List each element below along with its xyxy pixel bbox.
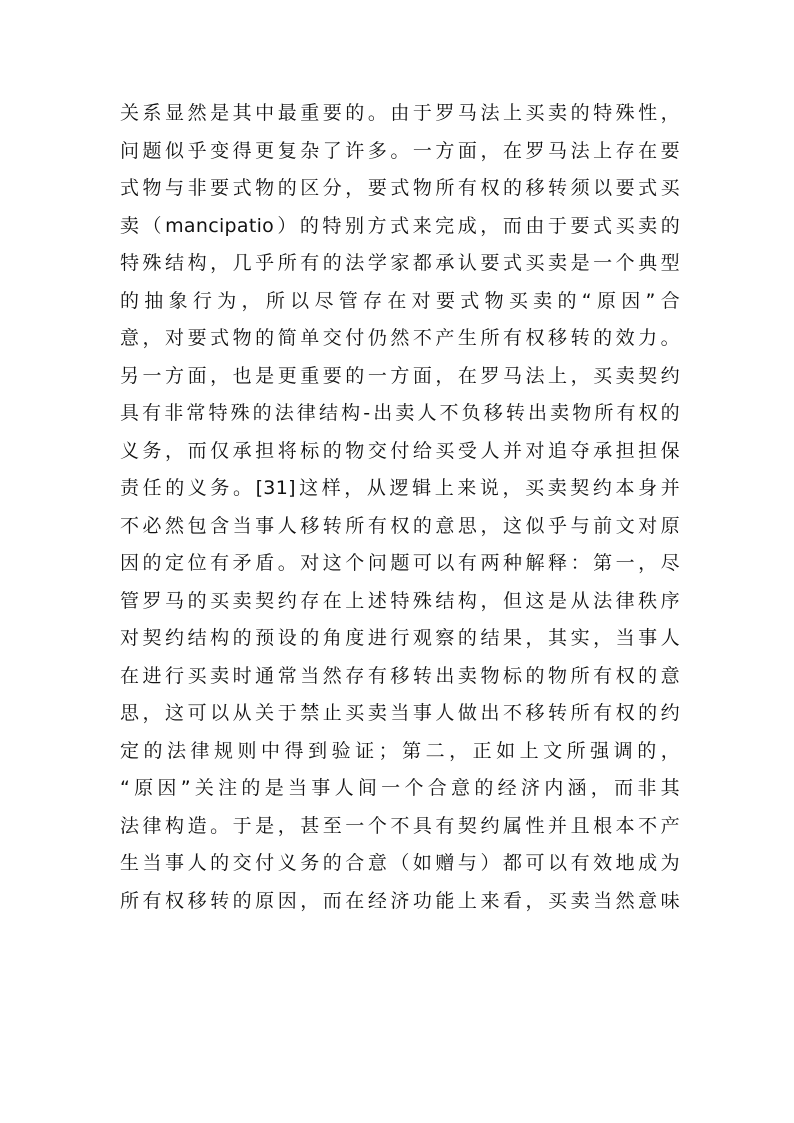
text-line: 责任的义务。[31]这样，从逻辑上来说，买卖契约本身并	[120, 477, 680, 499]
text-line: 具有非常特殊的法律结构-出卖人不负移转出卖物所有权的	[120, 402, 680, 424]
text-line: 关系显然是其中最重要的。由于罗马法上买卖的特殊性，	[120, 102, 680, 124]
text-line: 的抽象行为，所以尽管存在对要式物买卖的“原因”合	[120, 289, 680, 312]
text-line: 法律构造。于是，甚至一个不具有契约属性并且根本不产	[120, 814, 680, 837]
text-line: 式物与非要式物的区分，要式物所有权的移转须以要式买	[120, 177, 680, 199]
text-line: 意，对要式物的简单交付仍然不产生所有权移转的效力。	[120, 327, 680, 349]
text-line: 在进行买卖时通常当然存有移转出卖物标的物所有权的意	[120, 664, 680, 687]
text-line: 义务，而仅承担将标的物交付给买受人并对追夺承担担保	[120, 439, 680, 462]
text-line: 所有权移转的原因，而在经济功能上来看，买卖当然意味	[120, 889, 680, 912]
text-line: 管罗马的买卖契约存在上述特殊结构，但这是从法律秩序	[120, 589, 680, 612]
text-line: 定的法律规则中得到验证；第二，正如上文所强调的，	[120, 739, 680, 762]
text-line: 因的定位有矛盾。对这个问题可以有两种解释：第一，尽	[120, 552, 680, 574]
text-line: 生当事人的交付义务的合意（如赠与）都可以有效地成为	[120, 852, 680, 874]
text-line: 特殊结构，几乎所有的法学家都承认要式买卖是一个典型	[120, 252, 680, 274]
body-text	[120, 95, 680, 920]
text-line: 思，这可以从关于禁止买卖当事人做出不移转所有权的约	[120, 702, 680, 724]
text-line: 不必然包含当事人移转所有权的意思，这似乎与前文对原	[120, 514, 680, 537]
text-line: 另一方面，也是更重要的一方面，在罗马法上，买卖契约	[120, 364, 680, 387]
text-line: “原因”关注的是当事人间一个合意的经济内涵，而非其	[120, 777, 680, 799]
text-line: 对契约结构的预设的角度进行观察的结果，其实，当事人	[120, 627, 680, 649]
text-line: 问题似乎变得更复杂了许多。一方面，在罗马法上存在要	[120, 139, 680, 162]
text-line: 卖（mancipatio）的特别方式来完成，而由于要式买卖的	[120, 214, 680, 237]
